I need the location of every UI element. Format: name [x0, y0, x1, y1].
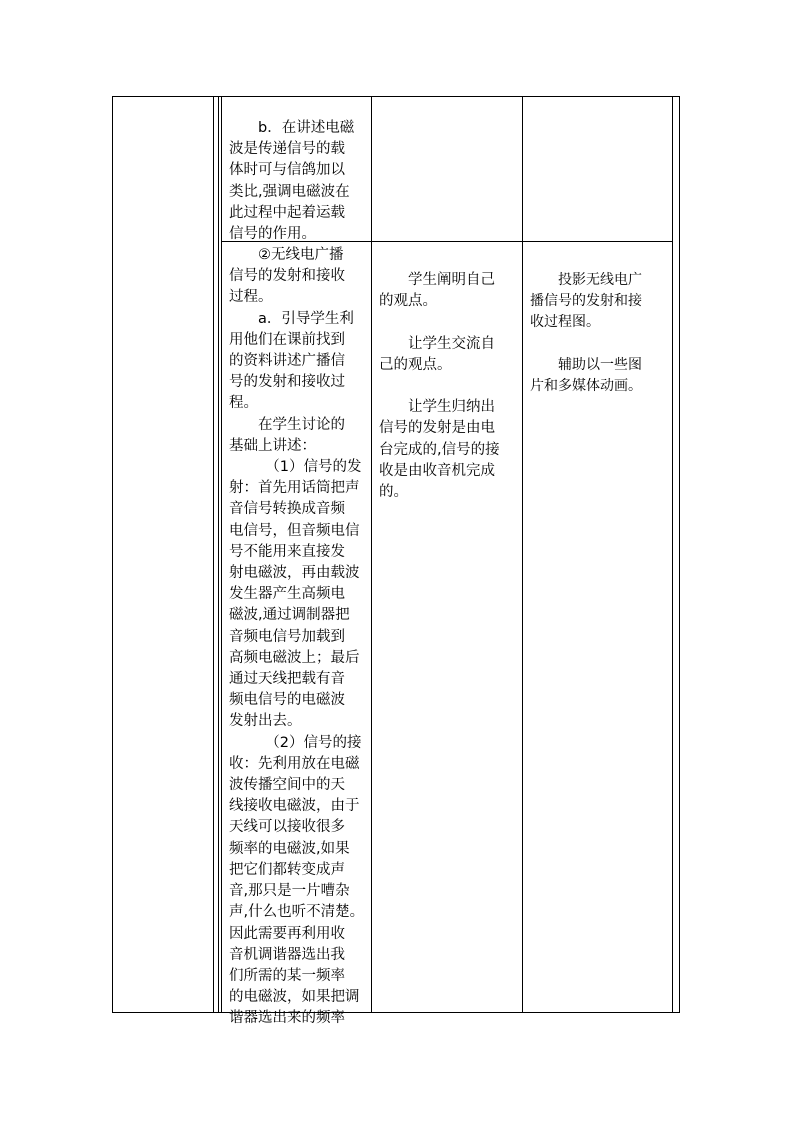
text-line	[379, 312, 500, 333]
text-line: 的资料讲述广播信	[229, 353, 345, 370]
table-border-bottom	[112, 1012, 680, 1013]
text-line: 体时可与信鸽加以	[229, 162, 345, 179]
text-line: 基础上讲述：	[229, 437, 316, 454]
text-line: 收过程图。	[530, 314, 600, 331]
text-line: （1）信号的发	[229, 459, 362, 476]
text-line: 学生阐明自己	[379, 272, 495, 288]
text-line: 声,什么也听不清楚。	[229, 904, 365, 921]
text-line: 让学生归纳出	[379, 399, 495, 416]
text-line: 用他们在课前找到	[229, 331, 345, 348]
text-line: 射：首先用话筒把声	[229, 480, 360, 497]
text-line: 播信号的发射和接	[530, 293, 642, 310]
text-line: 辅助以一些图	[530, 356, 642, 373]
column-divider-3	[522, 96, 523, 1013]
column-divider-2	[371, 96, 372, 1013]
text-line: 们所需的某一频率	[229, 967, 345, 984]
text-line: 的电磁波，如果把调	[229, 989, 360, 1006]
row2-student-cell	[379, 270, 500, 503]
text-line: 音,那只是一片嘈杂	[229, 883, 350, 900]
text-line: 信号的作用。	[229, 226, 316, 243]
text-line: 在学生讨论的	[229, 416, 345, 433]
text-line: 类比,强调电磁波在	[229, 183, 350, 200]
text-line: 谐器选出来的频率	[229, 1010, 345, 1027]
text-line: 台完成的,信号的接	[379, 441, 500, 458]
text-line: 收是由收音机完成	[379, 462, 495, 479]
lesson-plan-table	[112, 96, 680, 1027]
text-line: 波传播空间中的天	[229, 777, 345, 794]
text-line: 音信号转换成音频	[229, 501, 345, 518]
column-divider-1c	[221, 96, 222, 1013]
text-line: 音机调谐器选出我	[229, 946, 345, 963]
text-line: 音频电信号加载到	[229, 628, 345, 645]
text-line: 发生器产生高频电	[229, 586, 345, 603]
text-line: 的。	[379, 484, 408, 501]
row1-content-cell	[229, 118, 354, 245]
text-line: 发射出去。	[229, 713, 302, 730]
text-line: 此过程中起着运载	[229, 204, 345, 221]
text-line: 信号的发射和接收	[229, 268, 345, 285]
text-line: b．在讲述电磁	[229, 120, 355, 136]
text-line: 高频电磁波上；最后	[229, 649, 360, 666]
text-line: 号不能用来直接发	[229, 543, 345, 560]
text-line: 片和多媒体动画。	[530, 378, 642, 395]
table-border-left	[112, 96, 113, 1013]
text-line: a．引导学生利	[229, 310, 354, 327]
text-line: 把它们都转变成声	[229, 861, 345, 878]
text-line: 线接收电磁波，由于	[229, 798, 360, 815]
text-line: 频率的电磁波,如果	[229, 840, 350, 857]
text-line: 程。	[229, 395, 258, 412]
text-line: 收：先利用放在电磁	[229, 755, 360, 772]
text-line: 通过天线把载有音	[229, 671, 345, 688]
text-line: 因此需要再利用收	[229, 925, 345, 942]
text-line	[530, 334, 642, 355]
row2-content-cell	[229, 245, 364, 1030]
text-line: 的观点。	[379, 293, 437, 310]
text-line: 投影无线电广	[530, 272, 642, 288]
text-line: 射电磁波，再由载波	[229, 565, 360, 582]
row2-media-cell	[530, 270, 642, 397]
column-divider-1	[213, 96, 214, 1013]
table-border-right	[679, 96, 680, 1013]
column-divider-1b	[218, 96, 219, 1013]
text-line: 过程。	[229, 289, 273, 306]
text-line: 波是传递信号的载	[229, 141, 345, 158]
table-border-right-inner	[672, 96, 673, 1013]
text-line: 电信号，但音频电信	[229, 522, 360, 539]
text-line: 让学生交流自	[379, 335, 495, 352]
text-line: （2）信号的接	[229, 734, 362, 751]
text-line: 天线可以接收很多	[229, 819, 345, 836]
text-line: 磁波,通过调制器把	[229, 607, 350, 624]
text-line: ②无线电广播	[229, 247, 344, 263]
text-line: 号的发射和接收过	[229, 374, 345, 391]
text-line	[379, 376, 500, 397]
table-border-top	[112, 96, 680, 97]
text-line: 信号的发射是由电	[379, 420, 495, 437]
text-line: 频电信号的电磁波	[229, 692, 345, 709]
text-line: 己的观点。	[379, 356, 452, 373]
